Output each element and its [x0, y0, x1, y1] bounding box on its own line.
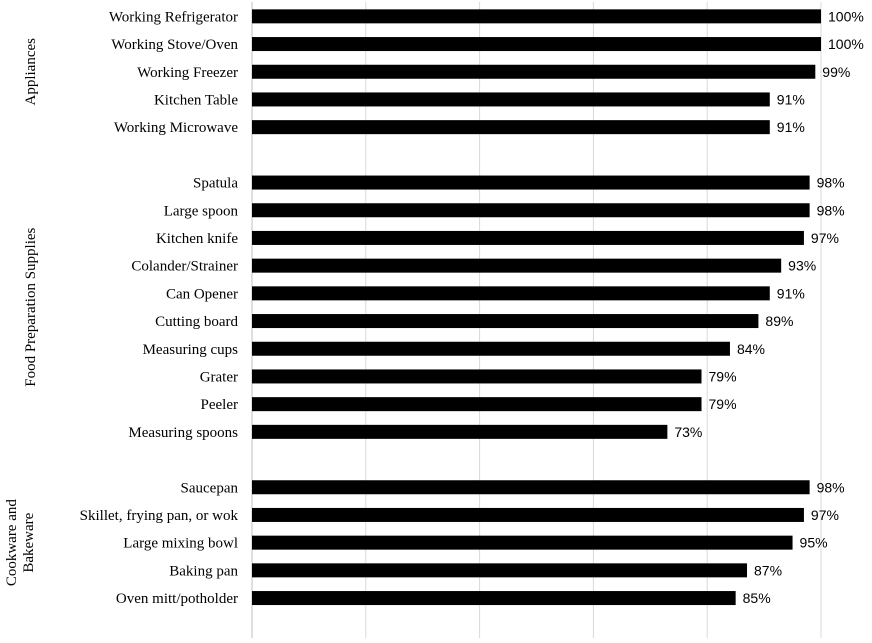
bar	[252, 259, 781, 273]
data-label: 95%	[799, 534, 828, 551]
data-label: 79%	[708, 396, 737, 413]
category-label: Spatula	[193, 175, 238, 192]
bars	[4, 8, 864, 607]
category-label: Peeler	[200, 397, 238, 414]
group-label-line: Bakeware	[21, 512, 37, 573]
data-label: 93%	[788, 257, 817, 274]
group-label	[23, 38, 39, 106]
group-label-line: Food Preparation Supplies	[23, 227, 39, 387]
bar-group	[23, 8, 864, 136]
category-label: Large spoon	[163, 203, 238, 220]
category-label: Working Refrigerator	[108, 9, 238, 26]
bar	[252, 369, 702, 383]
data-label: 91%	[776, 285, 805, 302]
bar	[252, 120, 770, 134]
data-label: 100%	[828, 8, 864, 25]
data-label: 98%	[816, 174, 845, 191]
bar	[252, 397, 702, 411]
category-label: Can Opener	[165, 286, 238, 303]
bar	[252, 9, 821, 23]
group-label-line: Appliances	[23, 38, 39, 106]
category-label: Working Freezer	[137, 64, 238, 81]
bar	[252, 425, 667, 439]
group-label	[23, 227, 39, 386]
category-label: Measuring spoons	[128, 424, 238, 441]
bar	[252, 563, 747, 577]
data-label: 87%	[754, 562, 783, 579]
group-label-line: Cookware and	[4, 499, 20, 587]
category-label: Large mixing bowl	[123, 535, 238, 552]
bar	[252, 314, 758, 328]
category-label: Kitchen knife	[155, 230, 238, 247]
category-label: Measuring cups	[142, 341, 238, 358]
category-label: Kitchen Table	[153, 92, 238, 109]
data-label: 85%	[742, 590, 771, 607]
data-label: 73%	[674, 423, 703, 440]
bar	[252, 508, 804, 522]
data-label: 97%	[810, 229, 839, 246]
bar	[252, 342, 730, 356]
category-label: Working Stove/Oven	[111, 37, 238, 54]
bar-group	[4, 479, 845, 607]
category-label: Colander/Strainer	[131, 258, 238, 275]
bar	[252, 176, 810, 190]
bar	[252, 231, 804, 245]
category-label: Saucepan	[180, 480, 238, 497]
data-label: 91%	[776, 91, 805, 108]
bar	[252, 480, 810, 494]
bar	[252, 286, 770, 300]
category-label: Skillet, frying pan, or wok	[79, 507, 238, 524]
bar	[252, 591, 736, 605]
data-label: 79%	[708, 368, 737, 385]
data-label: 99%	[822, 63, 851, 80]
bar	[252, 37, 821, 51]
category-label: Working Microwave	[113, 120, 238, 137]
category-label: Cutting board	[155, 314, 238, 331]
bar	[252, 203, 810, 217]
bar	[252, 92, 770, 106]
data-label: 98%	[816, 479, 845, 496]
category-label: Baking pan	[169, 563, 238, 580]
data-label: 84%	[736, 340, 765, 357]
data-label: 98%	[816, 202, 845, 219]
data-label: 97%	[810, 506, 839, 523]
bar-group	[23, 175, 845, 441]
bar	[252, 536, 793, 550]
group-label	[4, 499, 37, 587]
category-label: Grater	[199, 369, 238, 386]
data-label: 89%	[765, 313, 794, 330]
category-label: Oven mitt/potholder	[115, 591, 238, 608]
data-label: 91%	[776, 119, 805, 136]
data-label: 100%	[828, 36, 864, 53]
bar	[252, 65, 815, 79]
